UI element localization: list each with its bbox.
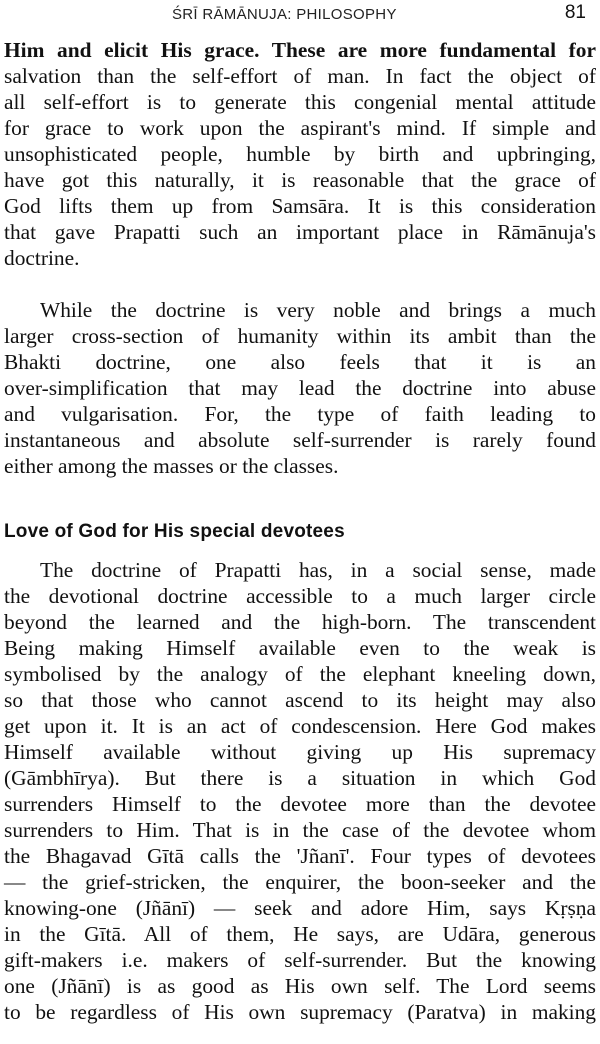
paragraph-line: the Bhagavad Gītā calls the 'Jñanī'. Four types of devotees	[4, 844, 596, 868]
paragraph-line: for grace to work upon the aspirant's mind. If simple and	[4, 116, 596, 140]
paragraph-line: salvation than the self-effort of man. In fact the object of	[4, 64, 596, 88]
paragraph-line: surrenders Himself to the devotee more than the devotee	[4, 792, 596, 816]
paragraph-1	[4, 37, 596, 271]
paragraph-line: Being making Himself available even to the weak is	[4, 636, 596, 660]
paragraph-line: beyond the learned and the high-born. The transcendent	[4, 610, 596, 634]
section-heading: Love of God for His special devotees	[4, 521, 345, 542]
paragraph-line: the devotional doctrine accessible to a much larger circle	[4, 584, 596, 608]
paragraph-line: all self-effort is to generate this congenial mental attitude	[4, 90, 596, 114]
running-head	[0, 2, 600, 26]
paragraph-line: to be regardless of His own supremacy (Paratva) in making	[4, 1000, 596, 1024]
paragraph-line: unsophisticated people, humble by birth and upbringing,	[4, 142, 596, 166]
paragraph-line: Bhakti doctrine, one also feels that it is an	[4, 350, 596, 374]
paragraph-3	[4, 557, 596, 1025]
paragraph-line: Himself available without giving up His supremacy	[4, 740, 596, 764]
paragraph-line: Him and elicit His grace. These are more fundamental for	[4, 38, 596, 62]
paragraph-line: that gave Prapatti such an important place in Rāmānuja's	[4, 220, 596, 244]
header-title: ŚRĪ RĀMĀNUJA: PHILOSOPHY	[172, 6, 397, 23]
paragraph-line: — the grief-stricken, the enquirer, the boon-seeker and the	[4, 870, 596, 894]
paragraph-line: While the doctrine is very noble and brings a much	[40, 298, 596, 322]
paragraph-line: God lifts them up from Samsāra. It is this consideration	[4, 194, 596, 218]
paragraph-line: get upon it. It is an act of condescension. Here God makes	[4, 714, 596, 738]
paragraph-line: either among the masses or the classes.	[4, 454, 339, 478]
paragraph-line: doctrine.	[4, 246, 80, 270]
paragraph-line: (Gāmbhīrya). But there is a situation in which God	[4, 766, 596, 790]
paragraph-line: one (Jñānī) is as good as His own self. The Lord seems	[4, 974, 596, 998]
paragraph-line: so that those who cannot ascend to its height may also	[4, 688, 596, 712]
paragraph-line: over-simplification that may lead the doctrine into abuse	[4, 376, 596, 400]
paragraph-line: instantaneous and absolute self-surrender is rarely found	[4, 428, 596, 452]
paragraph-line: in the Gītā. All of them, He says, are Udāra, generous	[4, 922, 596, 946]
page-number: 81	[564, 2, 586, 23]
paragraph-line: gift-makers i.e. makers of self-surrender. But the knowing	[4, 948, 596, 972]
paragraph-line: have got this naturally, it is reasonable that the grace of	[4, 168, 596, 192]
paragraph-2	[4, 297, 596, 479]
paragraph-line: symbolised by the analogy of the elephant kneeling down,	[4, 662, 596, 686]
paragraph-line: knowing-one (Jñānī) — seek and adore Him, says Kṛṣṇa	[4, 896, 596, 920]
paragraph-line: The doctrine of Prapatti has, in a social sense, made	[40, 558, 596, 582]
paragraph-line: and vulgarisation. For, the type of faith leading to	[4, 402, 596, 426]
paragraph-line: surrenders to Him. That is in the case of the devotee whom	[4, 818, 596, 842]
paragraph-line: larger cross-section of humanity within its ambit than the	[4, 324, 596, 348]
